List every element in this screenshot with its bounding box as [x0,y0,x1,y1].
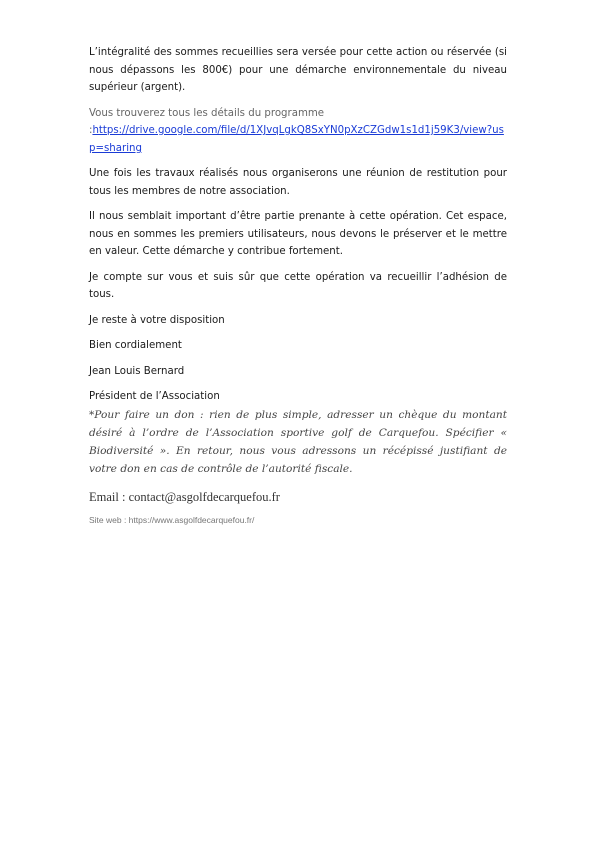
closing-line: Bien cordialement [89,340,182,351]
signature-name: Jean Louis Bernard [89,365,185,377]
email-line: Email : contact@asgolfdecarquefou.fr [89,489,280,504]
document-page [89,44,507,525]
programme-link[interactable]: https://drive.google.com/file/d/1XJvqLgkQ8SxYN0pXzCZGdw1s1d1j59K3/view?usp=sharing [89,125,504,154]
paragraph-importance: Il nous semblait important d’être partie prenante à cette opération. Cet espace, nous en sommes les premiers utilisateurs, nous devons le préserver et le mettre en valeur. Cette démarche y contribue fortement. [89,211,507,257]
signature-title: Président de l’Association [89,391,220,402]
paragraph-funds: L’intégralité des sommes recueillies sera versée pour cette action ou réservée (si nous dépassons les 800€) pour une démarche environnementale du niveau supérieur (argent). [89,47,507,93]
paragraph-disposition: Je reste à votre disposition [89,314,225,326]
paragraph-adhesion: Je compte sur vous et suis sûr que cette opération va recueillir l’adhésion de tous. [89,271,507,300]
donation-note: *Pour faire un don : rien de plus simple, adresser un chèque du montant désiré à l’ordre de l’Association sportive golf de Carquefou. Spécifier « Biodiversité ». En retour, nous vous adressons un récépissé justifiant de votre don en cas de contrôle de l’autorité fiscale. [89,408,507,475]
link-prefix: : [89,125,93,136]
paragraph-restitution: Une fois les travaux réalisés nous organiserons une réunion de restitution pour tous les membres de notre association. [89,168,507,197]
paragraph-programme-intro: Vous trouverez tous les détails du programme [89,107,325,119]
paragraph-programme-link [89,122,507,157]
website-line: Site web : https://www.asgolfdecarquefou.fr/ [89,514,255,525]
